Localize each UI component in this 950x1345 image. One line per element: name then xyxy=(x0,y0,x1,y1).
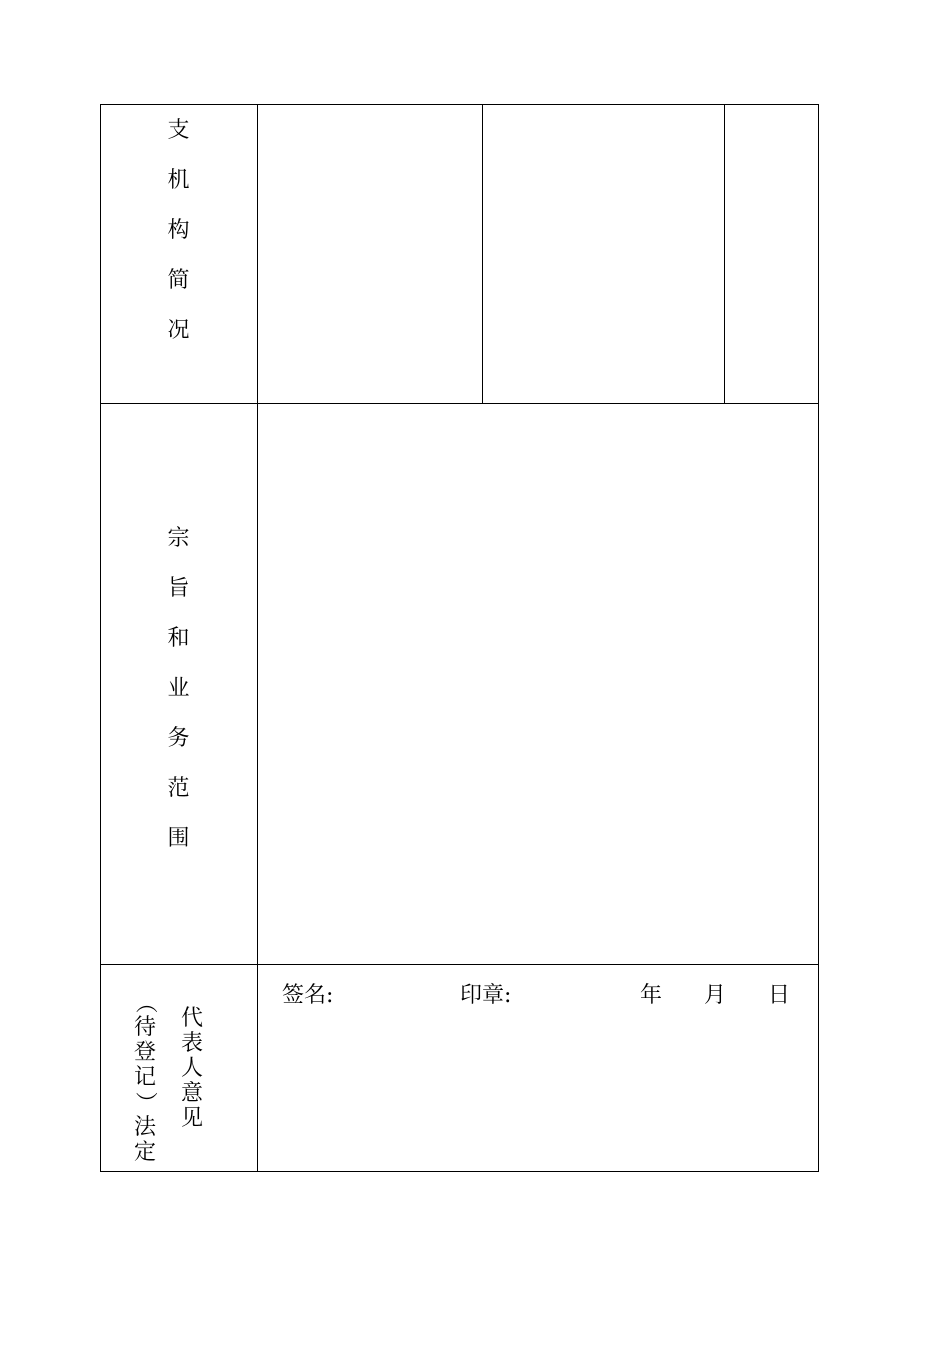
legal-rep-label-column-1 xyxy=(130,990,160,1165)
day-label: 日 xyxy=(768,983,791,1008)
label-char: 务 xyxy=(167,726,190,751)
table-bottom-border xyxy=(100,1171,819,1172)
label-char: 人 xyxy=(180,1056,203,1081)
label-char: ） xyxy=(132,1091,158,1114)
label-char: 业 xyxy=(167,676,190,701)
seal-label: 印章: xyxy=(460,983,512,1008)
label-char: 表 xyxy=(180,1031,203,1056)
branch-info-cell-2[interactable] xyxy=(483,105,724,403)
branch-info-cell-3[interactable] xyxy=(725,105,818,403)
label-char: 围 xyxy=(167,826,190,851)
label-char: 代 xyxy=(180,1006,203,1031)
label-char: 旨 xyxy=(167,576,190,601)
label-char: 意 xyxy=(180,1081,203,1106)
label-char: 法 xyxy=(133,1115,156,1140)
purpose-business-scope-cell[interactable] xyxy=(258,404,818,964)
label-char: 构 xyxy=(167,218,190,243)
label-char: 机 xyxy=(167,168,190,193)
label-char: 宗 xyxy=(167,526,190,551)
label-char: （ xyxy=(132,991,158,1014)
label-char: 简 xyxy=(167,268,190,293)
branch-info-cell-1[interactable] xyxy=(258,105,482,403)
label-char: 登 xyxy=(133,1040,156,1065)
month-label: 月 xyxy=(704,983,727,1008)
purpose-business-scope-label xyxy=(100,514,257,864)
label-char: 定 xyxy=(133,1140,156,1165)
label-char: 和 xyxy=(167,626,190,651)
branch-overview-label xyxy=(100,106,257,356)
label-char: 范 xyxy=(167,776,190,801)
signature-label: 签名: xyxy=(282,983,334,1008)
label-char: 支 xyxy=(167,118,190,143)
label-char: 待 xyxy=(133,1015,156,1040)
label-char: 况 xyxy=(167,318,190,343)
table-right-border xyxy=(818,104,819,1172)
label-char: 记 xyxy=(133,1065,156,1090)
legal-rep-opinion-cell[interactable] xyxy=(258,965,818,1171)
year-label: 年 xyxy=(640,983,663,1008)
legal-rep-label-column-2 xyxy=(177,1006,207,1131)
label-char: 见 xyxy=(180,1106,203,1131)
